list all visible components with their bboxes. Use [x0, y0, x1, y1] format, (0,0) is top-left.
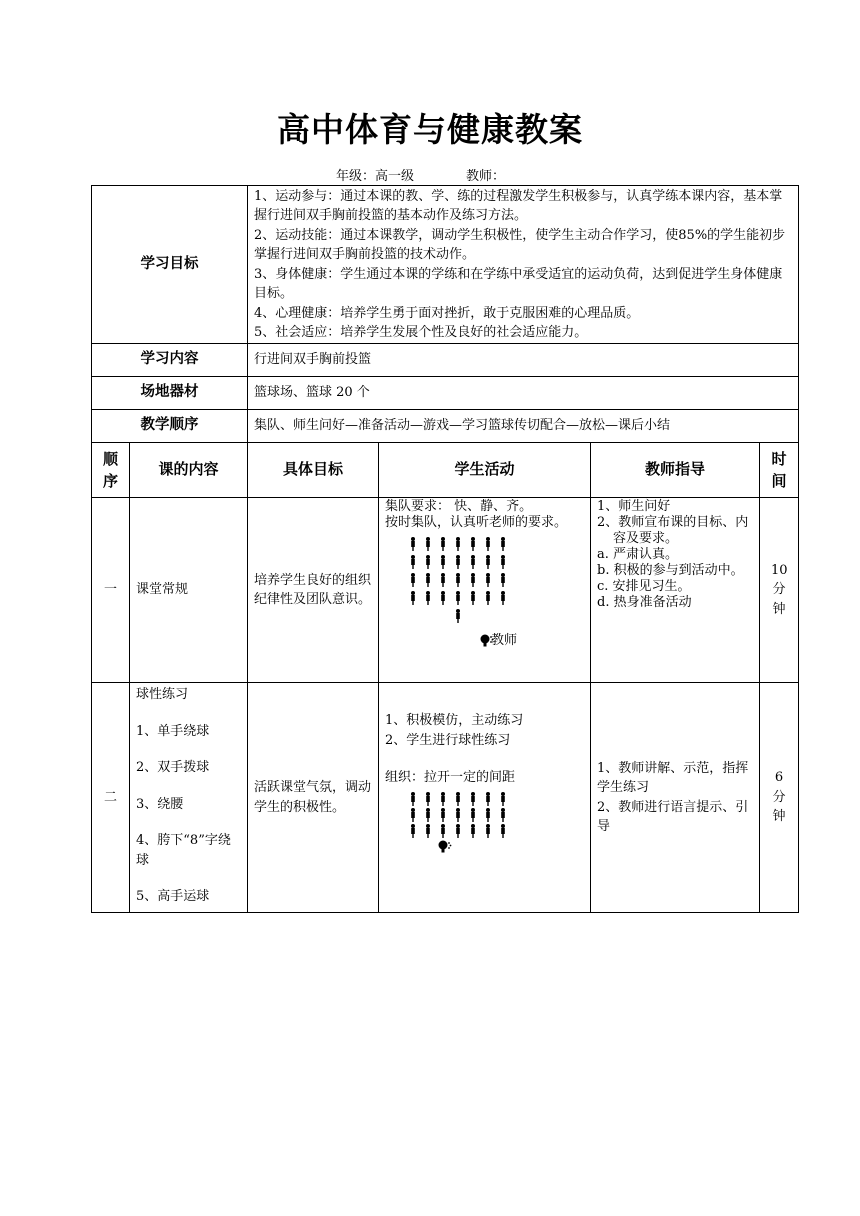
content-item: 5、高手运球 [136, 889, 210, 904]
content-value: 行进间双手胸前投篮 [248, 344, 799, 377]
student-icon [484, 808, 492, 822]
objective-item: 4、心理健康：培养学生勇于面对挫折，敢于克服困难的心理品质。 [254, 305, 640, 321]
header-activity: 学生活动 [379, 443, 591, 498]
student-icon [484, 824, 492, 838]
student-icon [484, 573, 492, 587]
student-icon [499, 792, 507, 806]
student-icon [469, 537, 477, 551]
teacher-text: 教师： [466, 169, 506, 184]
student-icon [424, 808, 432, 822]
content-item: 3、绕腰 [136, 796, 184, 812]
student-icon [424, 537, 432, 551]
objectives-label: 学习目标 [92, 186, 248, 344]
content-item: 2、双手拨球 [136, 760, 210, 775]
row1-time: 10分钟 [760, 498, 799, 683]
row1-seq: 一 [92, 498, 130, 683]
student-icon [469, 573, 477, 587]
student-icon [439, 792, 447, 806]
student-icon [484, 537, 492, 551]
student-icon [469, 555, 477, 569]
student-icon [409, 537, 417, 551]
objectives-cell [248, 186, 799, 344]
student-icon [424, 573, 432, 587]
student-icon [469, 824, 477, 838]
student-icon [454, 555, 462, 569]
venue-value: 篮球场、篮球 20 个 [248, 377, 799, 410]
student-icon [409, 808, 417, 822]
student-icon [454, 824, 462, 838]
student-icon [484, 555, 492, 569]
row2-content [130, 683, 248, 913]
order-value: 集队、师生问好—准备活动—游戏—学习篮球传切配合—放松—课后小结 [248, 410, 799, 443]
content-item: 1、单手绕球 [136, 723, 210, 739]
guide-item: b. 积极的参与到活动中。 [597, 563, 744, 578]
student-icon [499, 555, 507, 569]
student-icon [439, 573, 447, 587]
student-icon [424, 824, 432, 838]
student-icon [409, 824, 417, 838]
student-icon [454, 792, 462, 806]
student-icon [499, 573, 507, 587]
content-item: 球性练习 [136, 687, 189, 702]
row2-guide [591, 683, 760, 913]
page-title: 高中体育与健康教案 [277, 110, 583, 149]
teacher-label: 教师 [491, 633, 518, 648]
student-icon [454, 591, 462, 605]
row2-activity: 1、积极模仿，主动练习 2、学生进行球性练习 组织：拉开一定的间距 [379, 683, 591, 913]
row1-guide [591, 498, 760, 683]
student-icon [469, 591, 477, 605]
student-icon [409, 792, 417, 806]
row1-content: 课堂常规 [130, 498, 248, 683]
guide-item: 2、教师宣布课的目标、内容及要求。 [597, 515, 749, 546]
objective-item: 1、运动参与：通过本课的教、学、练的过程激发学生积极参与，认真学练本课内容，基本掌握行进间双手胸前投篮的基本动作及练习方法。 [254, 188, 783, 223]
student-icon [439, 591, 447, 605]
guide-item: 1、师生问好 [597, 499, 671, 514]
meta-line [336, 165, 505, 184]
guide-item: d. 热身准备活动 [597, 595, 692, 610]
student-icon [424, 555, 432, 569]
guide-item: 2、教师进行语言提示、引导 [597, 799, 749, 834]
student-icon [439, 537, 447, 551]
objective-item: 5、社会适应：培养学生发展个性及良好的社会适应能力。 [254, 325, 588, 340]
row2-time: 6分钟 [760, 683, 799, 913]
header-seq: 顺序 [92, 443, 130, 498]
teacher-icon [438, 840, 452, 854]
student-icon [454, 537, 462, 551]
student-icon [499, 537, 507, 551]
grade-text: 年级：高一级 [336, 169, 415, 184]
student-icon [499, 591, 507, 605]
guide-item: 1、教师讲解、示范，指挥学生练习 [597, 760, 749, 795]
header-content: 课的内容 [130, 443, 248, 498]
student-icon [469, 792, 477, 806]
student-icon [439, 555, 447, 569]
content-item: 4、胯下“8”字绕球 [136, 833, 231, 868]
row1-activity: 集队要求： 快、静、齐。 按时集队，认真听老师的要求。 教师 [379, 498, 591, 683]
row2-goal: 活跃课堂气氛，调动学生的积极性。 [248, 683, 379, 913]
student-icon [409, 573, 417, 587]
student-icon [499, 824, 507, 838]
table-row [92, 498, 799, 683]
student-icon [499, 808, 507, 822]
guide-item: c. 安排见习生。 [597, 579, 691, 594]
header-guide: 教师指导 [591, 443, 760, 498]
student-icon [454, 808, 462, 822]
student-icon [454, 573, 462, 587]
objective-item: 2、运动技能：通过本课教学，调动学生积极性，使学生主动合作学习，使85%的学生能初步掌握行进间双手胸前投篮的技术动作。 [254, 227, 786, 262]
formation-diagram [385, 531, 584, 666]
header-goal: 具体目标 [248, 443, 379, 498]
student-icon [439, 824, 447, 838]
student-icon [469, 808, 477, 822]
student-icon [424, 591, 432, 605]
guide-item: a. 严肃认真。 [597, 547, 679, 562]
row2-seq: 二 [92, 683, 130, 913]
formation-diagram [385, 792, 584, 844]
student-icon [409, 591, 417, 605]
student-icon [424, 792, 432, 806]
student-icon [484, 792, 492, 806]
student-icon [409, 555, 417, 569]
content-label: 学习内容 [92, 344, 248, 377]
row1-goal: 培养学生良好的组织纪律性及团队意识。 [248, 498, 379, 683]
student-icon [439, 808, 447, 822]
objective-item: 3、身体健康：学生通过本课的学练和在学练中承受适宜的运动负荷，达到促进学生身体健康目标。 [254, 266, 783, 301]
venue-label: 场地器材 [92, 377, 248, 410]
table-row [92, 683, 799, 913]
student-icon [454, 609, 462, 623]
lesson-plan-table [91, 185, 799, 913]
order-label: 教学顺序 [92, 410, 248, 443]
header-time: 时间 [760, 443, 799, 498]
student-icon [484, 591, 492, 605]
